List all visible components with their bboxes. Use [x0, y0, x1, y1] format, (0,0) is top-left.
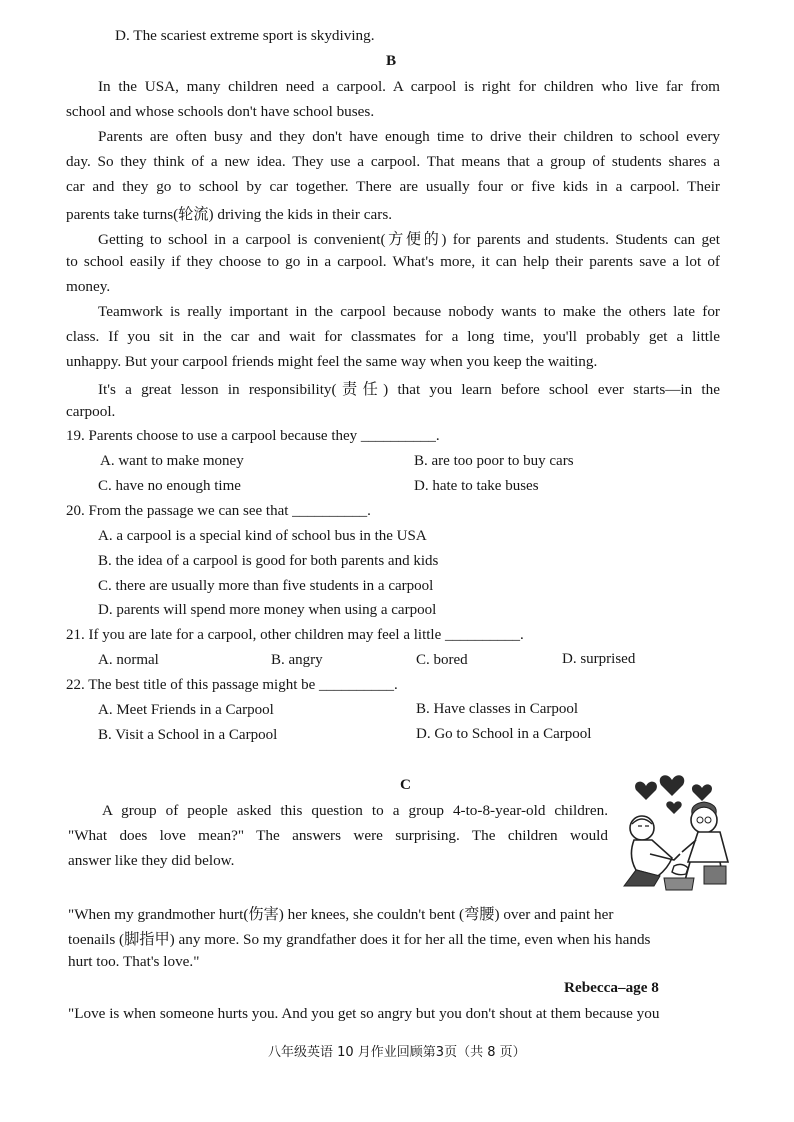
question-22-option-d: D. Go to School in a Carpool: [416, 726, 592, 742]
question-22-option-a: A. Meet Friends in a Carpool: [98, 702, 274, 718]
question-22-option-b: B. Have classes in Carpool: [416, 701, 579, 717]
question-21-stem: 21. If you are late for a carpool, other children may feel a little __________.: [66, 627, 524, 643]
passage-b-line: Teamwork is really important in the carpool because nobody wants to make the others late for: [98, 303, 720, 320]
question-20-option-a: A. a carpool is a special kind of school bus in the USA: [98, 528, 427, 544]
passage-c-intro-line: "What does love mean?" The answers were surprising. The children would: [68, 827, 608, 844]
passage-b-line: In the USA, many children need a carpool. A carpool is right for children who live far from: [98, 78, 720, 95]
passage-b-line: carpool.: [66, 403, 116, 420]
passage-b-line: day. So they think of a new idea. They use a carpool. That means that a group of students shares a: [66, 153, 720, 170]
question-19-option-d: D. hate to take buses: [414, 478, 539, 494]
question-19-option-c: C. have no enough time: [98, 478, 241, 494]
passage-b-line: car and they go to school by car together. There are usually four or five kids in a carpool. Their: [66, 178, 720, 195]
question-20-option-c: C. there are usually more than five students in a carpool: [98, 578, 434, 594]
question-20-option-b: B. the idea of a carpool is good for both parents and kids: [98, 553, 439, 569]
question-19-option-b: B. are too poor to buy cars: [414, 453, 574, 469]
question-20-stem: 20. From the passage we can see that __________.: [66, 503, 371, 519]
passage-b-line: to school easily if they choose to go in a carpool. What's more, it can help their parents save a lot of: [66, 253, 720, 270]
question-22-option-c: B. Visit a School in a Carpool: [98, 727, 278, 743]
question-21-option-a: A. normal: [98, 652, 159, 668]
quote1-author: Rebecca–age 8: [564, 979, 659, 996]
heart-icon: [635, 782, 657, 800]
passage-c-quote1-line: hurt too. That's love.": [68, 953, 200, 970]
question-22-stem: 22. The best title of this passage might be __________.: [66, 677, 398, 693]
passage-b-line: money.: [66, 278, 111, 295]
passage-b-line: Parents are often busy and they don't have enough time to drive their children to school every: [98, 128, 720, 145]
passage-b-line: parents take turns(轮流) driving the kids in their cars.: [66, 206, 393, 223]
passage-b-line: Getting to school in a carpool is convenient(方便的) for parents and students. Students can get: [98, 231, 720, 248]
heart-icon: [692, 784, 712, 801]
passage-b-line: unhappy. But your carpool friends might feel the same way when you keep the waiting.: [66, 353, 598, 370]
passage-c-intro-line: answer like they did below.: [68, 852, 235, 869]
passage-c-heading: C: [400, 776, 411, 793]
question-21-option-c: C. bored: [416, 652, 468, 668]
page-footer: 八年级英语 10 月作业回顾第3页（共 8 页）: [268, 1045, 526, 1060]
passage-c-quote1-line: "When my grandmother hurt(伤害) her knees, she couldn't bent (弯腰) over and paint her: [68, 906, 614, 923]
question-21-option-b: B. angry: [271, 652, 323, 668]
question-20-option-d: D. parents will spend more money when using a carpool: [98, 602, 437, 618]
question-19-option-a: A. want to make money: [100, 453, 244, 469]
passage-b-heading: B: [386, 52, 397, 69]
passage-b-line: class. If you sit in the car and wait for classmates for a long time, you'll probably get a little: [66, 328, 720, 345]
passage-b-line: It's a great lesson in responsibility(责任) that you learn before school ever starts—in the: [98, 381, 720, 398]
passage-c-quote2-line: "Love is when someone hurts you. And you get so angry but you don't shout at them because you: [68, 1005, 660, 1022]
heart-icon: [660, 775, 685, 796]
elderly-couple-illustration: [620, 774, 736, 892]
passage-c-intro-line: A group of people asked this question to a group 4-to-8-year-old children.: [102, 802, 608, 819]
passage-b-line: school and whose schools don't have school buses.: [66, 103, 375, 120]
question-21-option-d: D. surprised: [562, 651, 636, 667]
top-option: D. The scariest extreme sport is skydiving.: [115, 27, 375, 44]
question-19-stem: 19. Parents choose to use a carpool because they __________.: [66, 428, 440, 444]
heart-icon: [666, 801, 681, 814]
passage-c-quote1-line: toenails (脚指甲) any more. So my grandfather does it for her all the time, even when his hands: [68, 931, 651, 948]
